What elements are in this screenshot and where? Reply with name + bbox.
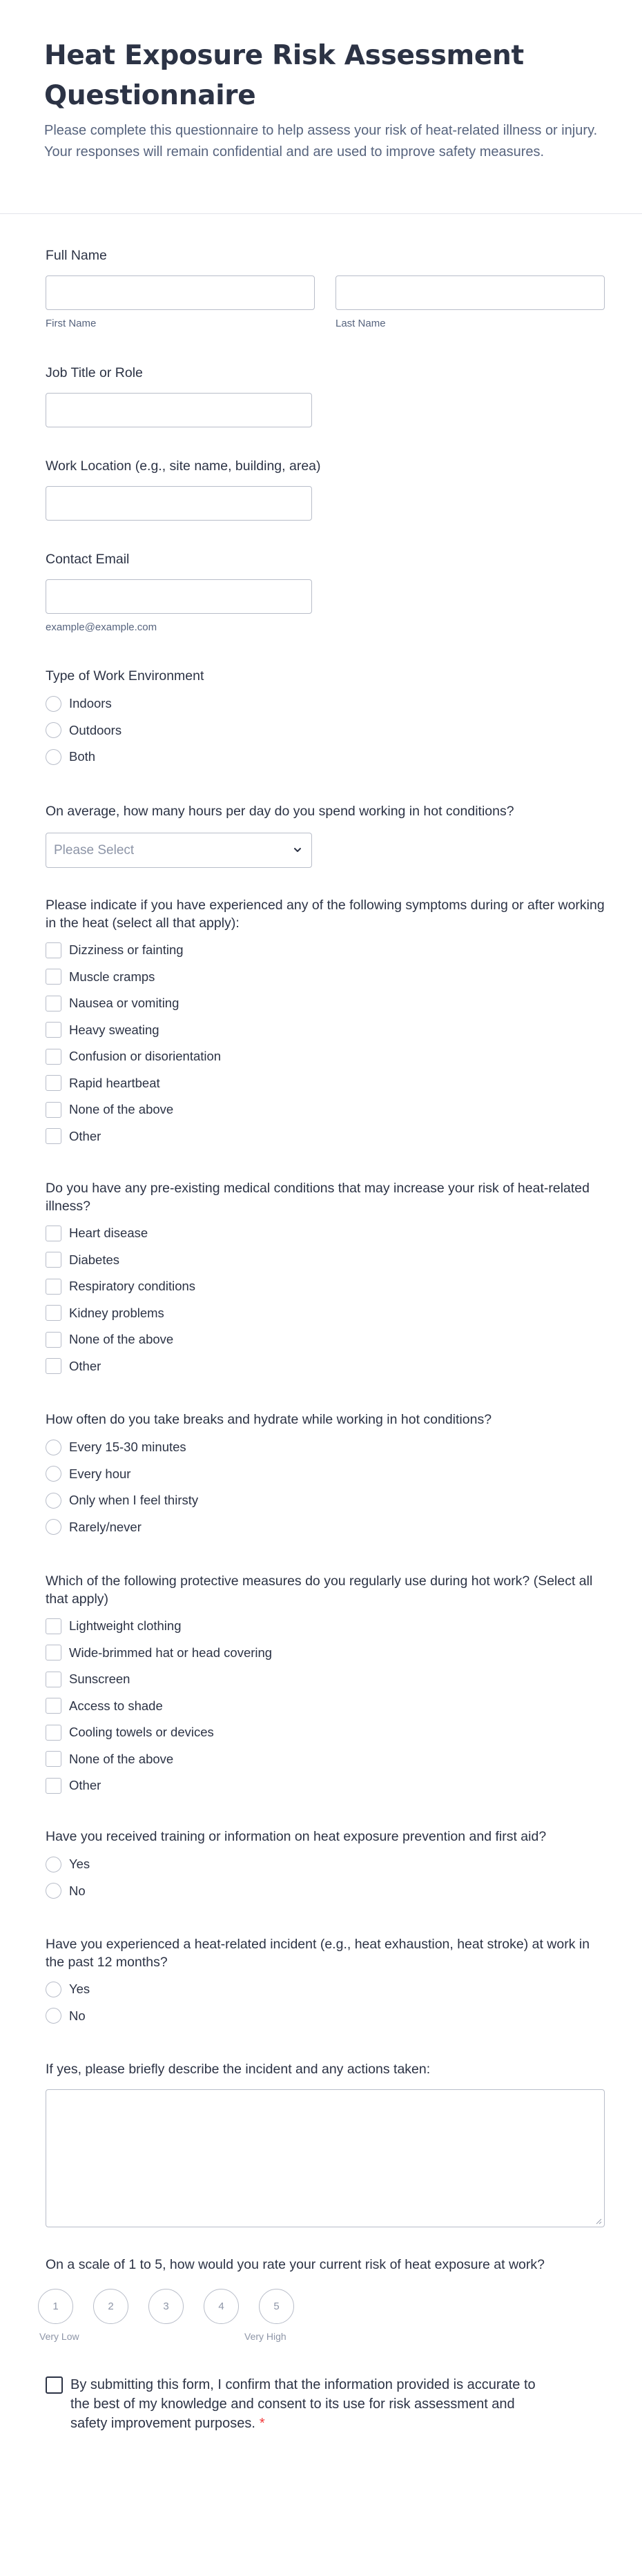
protective-option[interactable]: Access to shade (46, 1693, 605, 1720)
first-name-sublabel: First Name (46, 318, 97, 329)
work-env-option[interactable]: Outdoors (46, 717, 605, 744)
first-name-input[interactable] (46, 275, 315, 310)
last-name-input[interactable] (335, 275, 605, 310)
risk-scale (38, 2289, 314, 2345)
checkbox[interactable] (46, 1672, 61, 1687)
checkbox[interactable] (46, 969, 61, 985)
work-environment-question (46, 667, 605, 771)
hours-label: On average, how many hours per day do you spend working in hot conditions? (46, 804, 514, 819)
work-environment-label: Type of Work Environment (46, 668, 204, 684)
radio-button[interactable] (46, 1493, 61, 1509)
conditions-question (46, 1179, 605, 1379)
condition-option[interactable]: Other (46, 1353, 605, 1380)
scale-option-1[interactable]: 1 (38, 2289, 73, 2324)
symptom-option[interactable]: Nausea or vomiting (46, 990, 605, 1017)
contact-email-question (46, 550, 605, 633)
protective-option[interactable]: Lightweight clothing (46, 1613, 605, 1640)
hours-question (46, 802, 605, 868)
consent-checkbox[interactable] (46, 2376, 63, 2394)
last-name-sublabel: Last Name (335, 318, 386, 329)
radio-button[interactable] (46, 722, 61, 738)
breaks-option[interactable]: Every hour (46, 1461, 605, 1488)
checkbox[interactable] (46, 1128, 61, 1144)
symptom-option[interactable]: Confusion or disorientation (46, 1043, 605, 1070)
checkbox[interactable] (46, 942, 61, 958)
job-title-question (46, 364, 605, 427)
checkbox[interactable] (46, 1305, 61, 1321)
symptom-option[interactable]: Muscle cramps (46, 964, 605, 991)
condition-option[interactable]: Respiratory conditions (46, 1273, 605, 1300)
breaks-option[interactable]: Only when I feel thirsty (46, 1487, 605, 1514)
checkbox[interactable] (46, 1102, 61, 1118)
incident-label: Have you experienced a heat-related incident (e.g., heat exhaustion, heat stroke) at work in the past 12 months? (46, 1937, 590, 1970)
symptoms-question (46, 896, 605, 1150)
conditions-label: Do you have any pre-existing medical conditions that may increase your risk of heat-related illness? (46, 1181, 590, 1214)
resize-handle-icon[interactable] (595, 2218, 602, 2225)
checkbox[interactable] (46, 996, 61, 1011)
incident-option[interactable]: Yes (46, 1976, 605, 2003)
checkbox[interactable] (46, 1049, 61, 1065)
protective-option[interactable]: Cooling towels or devices (46, 1719, 605, 1746)
checkbox[interactable] (46, 1252, 61, 1268)
protective-question (46, 1572, 605, 1799)
risk-scale-question (46, 2256, 605, 2274)
symptom-option[interactable]: Heavy sweating (46, 1017, 605, 1044)
scale-high-label: Very High (244, 2331, 286, 2342)
training-question (46, 1828, 605, 1904)
page-title: Heat Exposure Risk Assessment Questionnaire (44, 40, 524, 111)
radio-button[interactable] (46, 1519, 61, 1535)
checkbox[interactable] (46, 1751, 61, 1767)
required-marker: * (259, 2416, 265, 2431)
training-option[interactable]: Yes (46, 1851, 605, 1878)
consent-text: By submitting this form, I confirm that the information provided is accurate to the best of my knowledge and consent to its use for risk assessment and safety improvement purposes. (70, 2377, 536, 2431)
training-option[interactable]: No (46, 1878, 605, 1905)
radio-button[interactable] (46, 1440, 61, 1455)
radio-button[interactable] (46, 1857, 61, 1872)
work-location-label: Work Location (e.g., site name, building, area) (46, 458, 321, 474)
checkbox[interactable] (46, 1618, 61, 1634)
incident-description-textarea[interactable] (46, 2089, 605, 2227)
radio-button[interactable] (46, 1982, 61, 1997)
protective-label: Which of the following protective measures do you regularly use during hot work? (Select all that apply) (46, 1573, 593, 1607)
page-subtitle: Please complete this questionnaire to help assess your risk of heat-related illness or injury. Your responses will remain confidential and are used to improve safety measures. (44, 123, 598, 159)
protective-option[interactable]: Wide-brimmed hat or head covering (46, 1640, 605, 1667)
checkbox[interactable] (46, 1645, 61, 1660)
checkbox[interactable] (46, 1279, 61, 1295)
scale-option-2[interactable]: 2 (93, 2289, 128, 2324)
symptom-option[interactable]: Other (46, 1123, 605, 1150)
radio-button[interactable] (46, 749, 61, 765)
radio-button[interactable] (46, 1883, 61, 1899)
protective-option[interactable]: Sunscreen (46, 1666, 605, 1693)
scale-low-label: Very Low (39, 2331, 79, 2342)
incident-description-label: If yes, please briefly describe the incident and any actions taken: (46, 2062, 431, 2077)
protective-option[interactable]: None of the above (46, 1746, 605, 1773)
condition-option[interactable]: Diabetes (46, 1247, 605, 1274)
breaks-label: How often do you take breaks and hydrate while working in hot conditions? (46, 1412, 492, 1427)
contact-email-sublabel: example@example.com (46, 621, 157, 633)
work-env-option[interactable]: Indoors (46, 690, 605, 717)
symptom-option[interactable]: Dizziness or fainting (46, 937, 605, 964)
work-location-question (46, 457, 605, 521)
hours-select-placeholder: Please Select (54, 842, 135, 858)
consent-section (46, 2375, 605, 2433)
radio-button[interactable] (46, 2008, 61, 2024)
radio-button[interactable] (46, 696, 61, 712)
scale-option-5[interactable]: 5 (259, 2289, 294, 2324)
contact-email-input[interactable] (46, 579, 312, 614)
full-name-label: Full Name (46, 248, 107, 263)
checkbox[interactable] (46, 1698, 61, 1714)
scale-option-3[interactable]: 3 (148, 2289, 184, 2324)
chevron-down-icon (291, 843, 304, 857)
symptom-option[interactable]: Rapid heartbeat (46, 1070, 605, 1097)
checkbox[interactable] (46, 1075, 61, 1091)
condition-option[interactable]: Kidney problems (46, 1300, 605, 1327)
breaks-option[interactable]: Rarely/never (46, 1514, 605, 1541)
symptoms-label: Please indicate if you have experienced any of the following symptoms during or after working in the heat (select all that apply): (46, 898, 605, 931)
breaks-question (46, 1411, 605, 1540)
incident-option[interactable]: No (46, 2003, 605, 2030)
contact-email-label: Contact Email (46, 552, 130, 567)
work-env-option[interactable]: Both (46, 744, 605, 771)
symptom-option[interactable]: None of the above (46, 1096, 605, 1123)
condition-option[interactable]: None of the above (46, 1326, 605, 1353)
incident-description-question (46, 2060, 605, 2227)
radio-button[interactable] (46, 1466, 61, 1482)
checkbox[interactable] (46, 1332, 61, 1348)
checkbox[interactable] (46, 1022, 61, 1038)
checkbox[interactable] (46, 1358, 61, 1374)
protective-option[interactable]: Other (46, 1772, 605, 1799)
full-name-question (46, 246, 605, 329)
form-header (0, 0, 642, 214)
incident-question (46, 1935, 605, 2029)
risk-scale-label: On a scale of 1 to 5, how would you rate your current risk of heat exposure at work? (46, 2257, 545, 2272)
training-label: Have you received training or information on heat exposure prevention and first aid? (46, 1829, 547, 1844)
job-title-input[interactable] (46, 393, 312, 427)
breaks-option[interactable]: Every 15-30 minutes (46, 1434, 605, 1461)
consent-label (70, 2375, 540, 2433)
job-title-label: Job Title or Role (46, 365, 143, 380)
work-location-input[interactable] (46, 486, 312, 521)
checkbox[interactable] (46, 1226, 61, 1241)
hours-select[interactable] (46, 833, 312, 868)
scale-option-4[interactable]: 4 (204, 2289, 239, 2324)
condition-option[interactable]: Heart disease (46, 1220, 605, 1247)
checkbox[interactable] (46, 1725, 61, 1741)
checkbox[interactable] (46, 1778, 61, 1794)
